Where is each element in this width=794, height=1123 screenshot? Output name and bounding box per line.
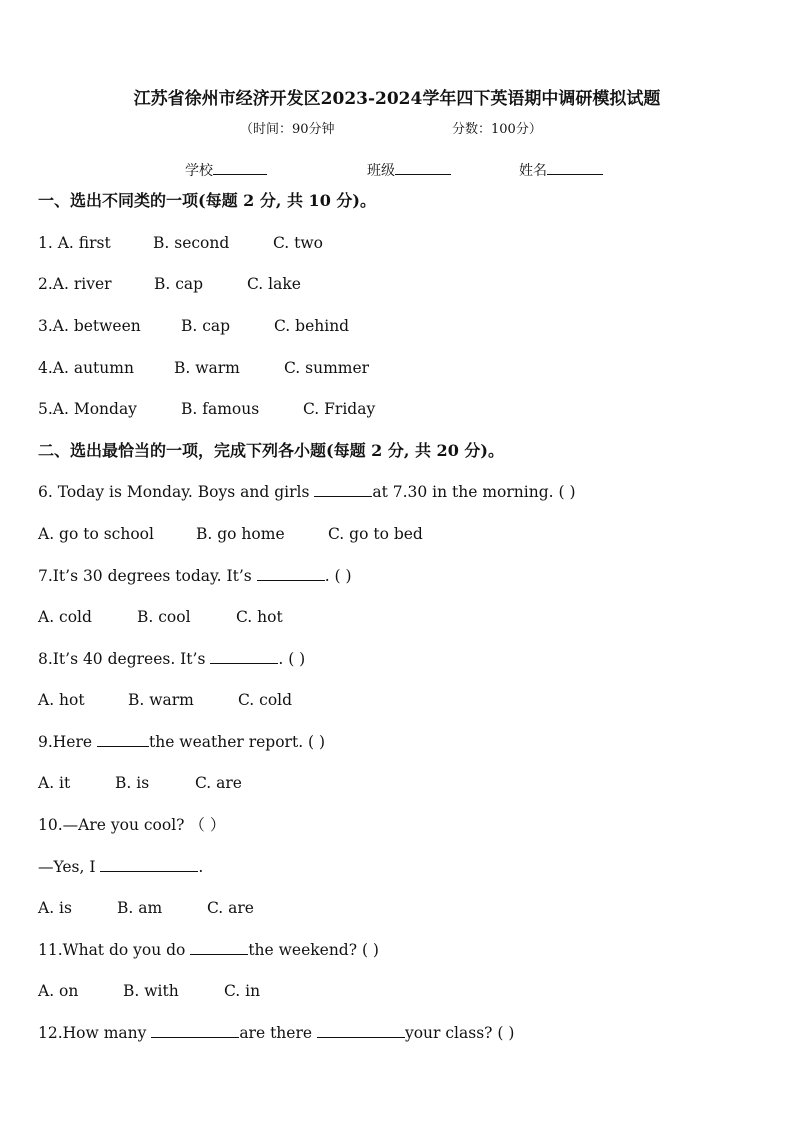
question-4: 4.A. autumn B. warm C. summer <box>38 359 370 377</box>
question-7: 7.It’s 30 degrees today. It’s . ( ) <box>38 567 352 585</box>
school-field[interactable]: 学校 <box>185 160 367 180</box>
exam-title: 江苏省徐州市经济开发区2023-2024学年四下英语期中调研模拟试题 <box>133 89 661 109</box>
answer-blank[interactable] <box>97 732 149 747</box>
answer-blank[interactable] <box>257 566 325 581</box>
question-5: 5.A. Monday B. famous C. Friday <box>38 400 376 418</box>
question-8: 8.It’s 40 degrees. It’s . ( ) <box>38 650 306 668</box>
question-6-options: A. go to school B. go home C. go to bed <box>38 525 423 543</box>
answer-blank[interactable] <box>317 1023 405 1038</box>
question-1: 1. A. first B. second C. two <box>38 234 323 252</box>
question-11: 11.What do you do the weekend? ( ) <box>38 941 379 959</box>
answer-blank[interactable] <box>100 857 198 872</box>
question-12: 12.How many are there your class? ( ) <box>38 1024 515 1042</box>
question-9: 9.Here the weather report. ( ) <box>38 733 326 751</box>
question-10-reply: —Yes, I . <box>38 858 204 876</box>
answer-blank[interactable] <box>314 482 372 497</box>
answer-blank[interactable] <box>151 1023 239 1038</box>
name-field[interactable]: 姓名 <box>519 160 603 180</box>
question-2: 2.A. river B. cap C. lake <box>38 275 301 293</box>
question-6: 6. Today is Monday. Boys and girls at 7.30 in the morning. ( ) <box>38 483 576 501</box>
section2-heading: 二、选出最恰当的一项，完成下列各小题(每题 2 分, 共 20 分)。 <box>38 441 504 460</box>
question-10: 10.—Are you cool? （ ） <box>38 816 226 834</box>
student-info <box>185 160 603 180</box>
total-score: 分数：100分） <box>452 122 542 137</box>
answer-blank[interactable] <box>210 649 278 664</box>
answer-blank[interactable] <box>190 940 248 955</box>
question-8-options: A. hot B. warm C. cold <box>38 691 293 709</box>
question-11-options: A. on B. with C. in <box>38 982 261 1000</box>
question-3: 3.A. between B. cap C. behind <box>38 317 350 335</box>
class-field[interactable]: 班级 <box>367 160 519 180</box>
question-7-options: A. cold B. cool C. hot <box>38 608 283 626</box>
question-9-options: A. it B. is C. are <box>38 774 242 792</box>
question-10-options: A. is B. am C. are <box>38 899 254 917</box>
time-limit: （时间：90分钟 <box>240 122 335 137</box>
exam-subtitle <box>240 118 542 137</box>
section1-heading: 一、选出不同类的一项(每题 2 分, 共 10 分)。 <box>38 191 376 210</box>
